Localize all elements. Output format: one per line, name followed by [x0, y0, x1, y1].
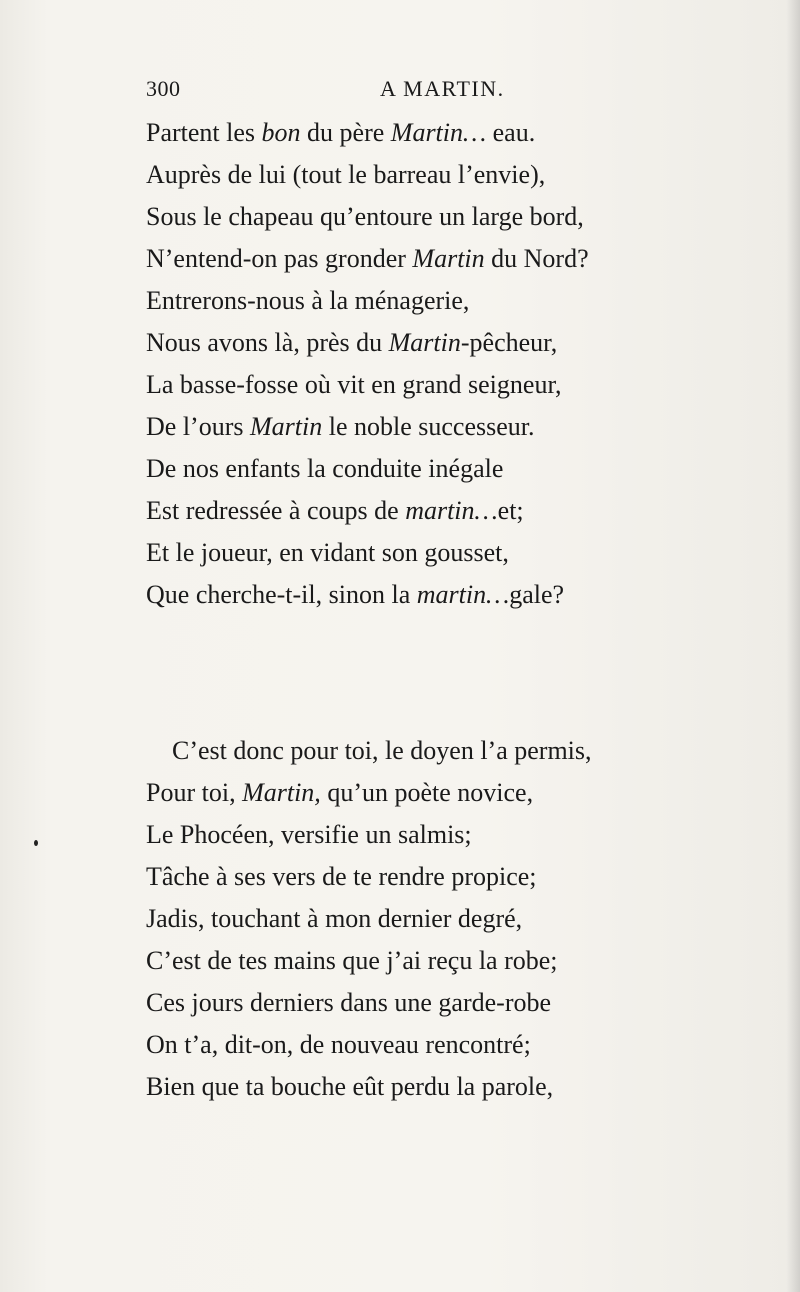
verse-line	[146, 730, 766, 772]
verse-text: On t’a, dit-on, de nouveau rencontré;	[146, 1030, 531, 1059]
verse-text: N’entend-on pas gronder	[146, 244, 413, 273]
verse-text: le noble successeur.	[322, 412, 535, 441]
verse-text: eau.	[486, 118, 536, 147]
verse-line	[146, 982, 766, 1024]
verse-text: Partent les	[146, 118, 262, 147]
verse-text: Auprès de lui (tout le barreau l’envie),	[146, 160, 546, 189]
verse-italic-text: martin…	[405, 496, 498, 525]
verse-text: Sous le chapeau qu’entoure un large bord,	[146, 202, 584, 231]
verse-line	[146, 238, 766, 280]
verse-text: et;	[497, 496, 524, 525]
verse-text: Ces jours derniers dans une garde-robe	[146, 988, 552, 1017]
verse-text: Pour toi,	[146, 778, 243, 807]
verse-line	[146, 856, 766, 898]
verse-text: qu’un poète novice,	[320, 778, 534, 807]
verse-line	[146, 772, 766, 814]
verse-text: Le Phocéen, versifie un salmis;	[146, 820, 472, 849]
verse-text: La basse-fosse où vit en grand seigneur,	[146, 370, 562, 399]
verse-text: -pêcheur,	[460, 328, 558, 357]
verse-line	[146, 154, 766, 196]
verse-italic-text: Martin	[412, 244, 485, 273]
verse-italic-text: martin…	[416, 580, 510, 609]
verse-text: Est redressée à coups de	[146, 496, 406, 525]
verse-line	[146, 448, 766, 490]
verse-text: C’est de tes mains que j’ai reçu la robe;	[146, 946, 558, 975]
stanza-1	[146, 112, 766, 616]
verse-line	[146, 490, 766, 532]
verse-line	[146, 280, 766, 322]
verse-text: C’est donc pour toi, le doyen l’a permis,	[172, 736, 592, 765]
verse-text: De nos enfants la conduite inégale	[146, 454, 504, 483]
verse-italic-text: Martin…	[390, 118, 487, 147]
verse-text: Nous avons là, près du	[146, 328, 389, 357]
verse-line	[146, 1066, 766, 1108]
verse-text: De l’ours	[146, 412, 250, 441]
verse-text: Tâche à ses vers de te rendre propice;	[146, 862, 537, 891]
verse-text: Bien que ta bouche eût perdu la parole,	[146, 1072, 554, 1101]
stanza-2	[146, 730, 766, 1108]
verse-line	[146, 406, 766, 448]
verse-italic-text: Martin,	[242, 778, 321, 807]
running-head: A MARTIN.	[380, 76, 505, 101]
verse-line	[146, 364, 766, 406]
verse-line	[146, 196, 766, 238]
verse-text: Entrerons-nous à la ménagerie,	[146, 286, 470, 315]
verse-italic-text: bon	[261, 118, 301, 147]
verse-text: gale?	[509, 580, 565, 609]
verse-text: Jadis, touchant à mon dernier degré,	[146, 904, 523, 933]
verse-line	[146, 112, 766, 154]
page-number: 300	[146, 76, 181, 101]
verse-italic-text: Martin	[388, 328, 461, 357]
verse-italic-text: Martin	[249, 412, 323, 441]
verse-line	[146, 322, 766, 364]
verse-line	[146, 898, 766, 940]
verse-text: Que cherche-t-il, sinon la	[146, 580, 417, 609]
page-header	[146, 76, 626, 106]
page-edge-shadow	[786, 0, 800, 1292]
verse-text: du Nord?	[484, 244, 589, 273]
verse-text: du père	[300, 118, 391, 147]
verse-line	[146, 1024, 766, 1066]
ink-speck	[34, 840, 38, 846]
verse-line	[146, 940, 766, 982]
verse-line	[146, 814, 766, 856]
verse-line	[146, 574, 766, 616]
verse-line	[146, 532, 766, 574]
verse-text: Et le joueur, en vidant son gousset,	[146, 538, 509, 567]
